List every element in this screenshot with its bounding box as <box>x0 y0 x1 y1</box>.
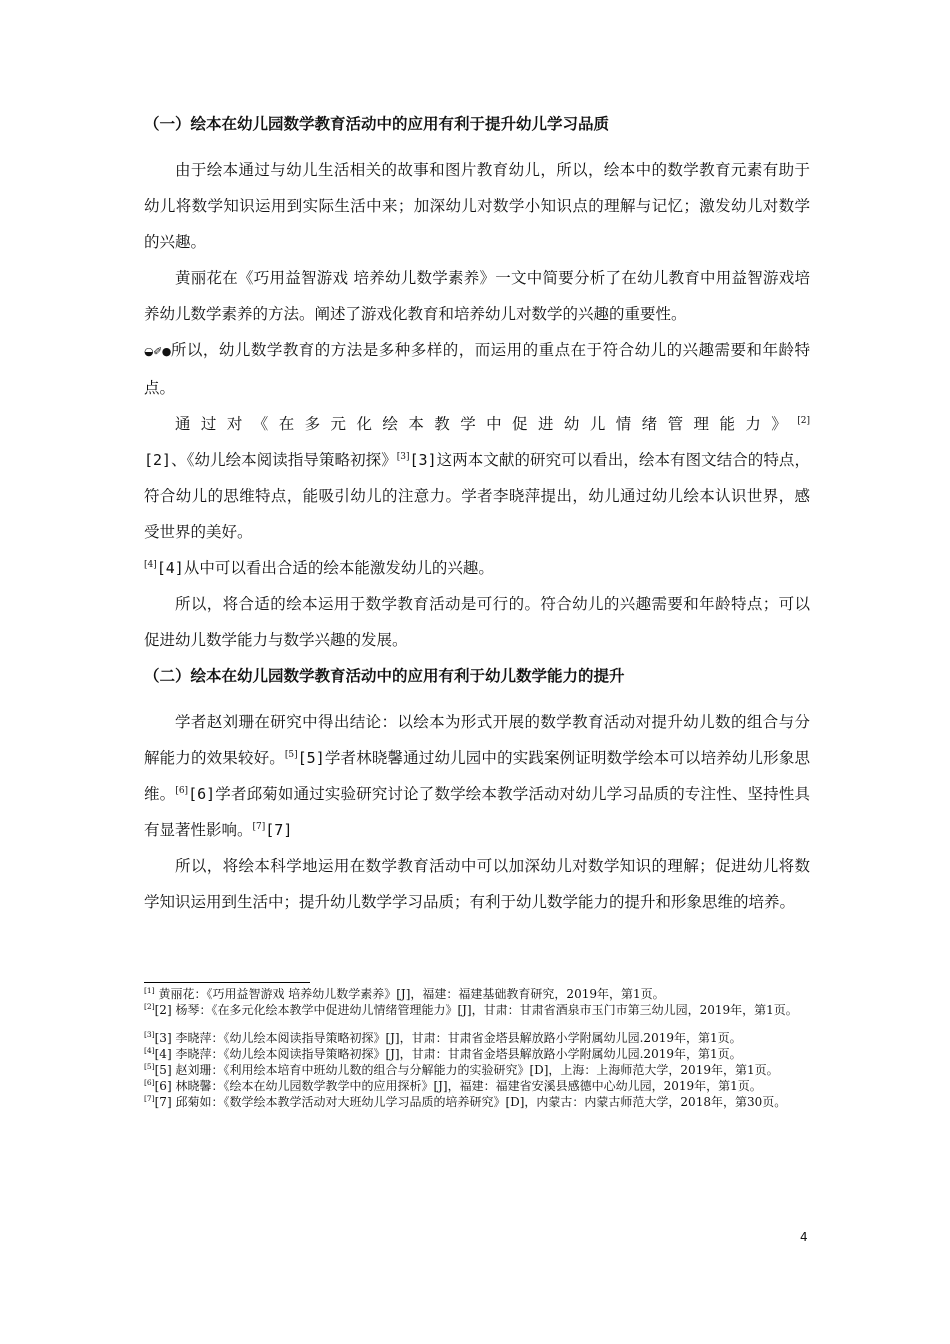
citation-superscript[interactable]: [6] <box>175 785 189 796</box>
stray-glyphs: ◒✐● <box>144 345 171 358</box>
paragraph-text: 学者邱菊如通过实验研究讨论了数学绘本教学活动对幼儿学习品质的专注性、坚持性具有显著性影响。 <box>144 785 810 839</box>
citation-bracket: [7] <box>265 821 293 839</box>
footnote-6 <box>144 1078 810 1094</box>
paragraph-text: 所以，幼儿数学教育的方法是多种多样的，而运用的重点在于符合幼儿的兴趣需要和年龄特点。 <box>144 341 810 397</box>
footnote-3 <box>144 1030 810 1046</box>
body-content <box>144 112 810 920</box>
footnote-mark: [2] <box>144 1002 155 1011</box>
footnote-mark: [7] <box>144 1094 155 1103</box>
paragraph-text: 从中可以看出合适的绘本能激发幼儿的兴趣。 <box>183 559 494 577</box>
section-2-heading: （二）绘本在幼儿园数学教育活动中的应用有利于幼儿数学能力的提升 <box>144 667 625 685</box>
citation-bracket: [2] <box>144 451 172 469</box>
citation-bracket: [6] <box>188 785 216 803</box>
footnote-text: [3] 李晓萍：《幼儿绘本阅读指导策略初探》[J]，甘肃：甘肃省金塔县解放路小学附属幼儿园.2019年，第1页。 <box>154 1031 742 1045</box>
paragraph-text: 这两本文献的研究可以看出，绘本有图文结合的特点，符合幼儿的思维特点，能吸引幼儿的注意力。学者李晓萍提出，幼儿通过幼儿绘本认识世界，感受世界的美好。 <box>144 451 810 541</box>
footnote-mark: [4] <box>144 1046 155 1055</box>
page-number: 4 <box>800 1230 808 1244</box>
footnote-text: 黄丽花：《巧用益智游戏 培养幼儿数学素养》[J]，福建：福建基础教育研究，2019年，第1页。 <box>154 987 665 1001</box>
footnote-1 <box>144 986 810 1002</box>
section-1-paragraph-2 <box>144 260 810 406</box>
section-1-paragraph-1: 由于绘本通过与幼儿生活相关的故事和图片教育幼儿，所以，绘本中的数学教育元素有助于幼儿将数学知识运用到实际生活中来；加深幼儿对数学小知识点的理解与记忆；激发幼儿对数学的兴趣。 <box>144 161 810 251</box>
footnote-text: [5] 赵刘珊：《利用绘本培育中班幼儿数的组合与分解能力的实验研究》[D]，上海：上海师范大学，2019年，第1页。 <box>154 1063 779 1077</box>
footnote-mark: [5] <box>144 1062 155 1071</box>
paragraph-text: 学者林晓馨通过幼儿园中的实践案例证明数学绘本可以培养幼儿形象思维。 <box>144 749 810 803</box>
citation-superscript[interactable]: [5] <box>284 749 298 760</box>
footnote-mark: [3] <box>144 1030 155 1039</box>
footnote-4 <box>144 1046 810 1062</box>
citation-superscript[interactable]: [3] <box>396 451 410 462</box>
footnote-mark: [6] <box>144 1078 155 1087</box>
paragraph-text: 、《幼儿绘本阅读指导策略初探》 <box>171 451 397 469</box>
section-1-paragraph-4: 所以，将合适的绘本运用于数学教育活动是可行的。符合幼儿的兴趣需要和年龄特点；可以促进幼儿数学能力与数学兴趣的发展。 <box>144 595 810 649</box>
citation-superscript[interactable]: [4] <box>144 559 157 570</box>
citation-bracket: [4] <box>156 559 184 577</box>
footnote-2 <box>144 1002 810 1018</box>
citation-bracket: [3] <box>409 451 437 469</box>
section-2-paragraph-2: 所以，将绘本科学地运用在数学教育活动中可以加深幼儿对数学知识的理解；促进幼儿将数学知识运用到生活中；提升幼儿数学学习品质；有利于幼儿数学能力的提升和形象思维的培养。 <box>144 857 810 911</box>
paragraph-text: 黄丽花在《巧用益智游戏 培养幼儿数学素养》一文中简要分析了在幼儿教育中用益智游戏培养幼儿数学素养的方法。阐述了游戏化教育和培养幼儿对数学的兴趣的重要性。 <box>144 269 810 323</box>
footnote-7 <box>144 1094 810 1110</box>
citation-bracket: [5] <box>297 749 325 767</box>
section-1-heading: （一）绘本在幼儿园数学教育活动中的应用有利于提升幼儿学习品质 <box>144 115 610 133</box>
footnote-text: [6] 林晓馨：《绘本在幼儿园数学教学中的应用探析》[J]，福建：福建省安溪县感德中心幼儿园，2019年，第1页。 <box>154 1079 762 1093</box>
paragraph-text: 学者赵刘珊在研究中得出结论：以绘本为形式开展的数学教育活动对提升幼儿数的组合与分解能力的效果较好。 <box>144 713 810 767</box>
footnote-separator <box>144 982 310 983</box>
footnote-5 <box>144 1062 810 1078</box>
footnote-mark: [1] <box>144 986 155 995</box>
footnote-text: [4] 李晓萍：《幼儿绘本阅读指导策略初探》[J]，甘肃：甘肃省金塔县解放路小学附属幼儿园.2019年，第1页。 <box>154 1047 742 1061</box>
section-1-paragraph-3 <box>144 406 810 586</box>
paragraph-text: 通过对《在多元化绘本教学中促进幼儿情绪管理能力》 <box>175 415 798 433</box>
footnotes <box>144 986 810 1110</box>
footnote-text: [2] 杨琴：《在多元化绘本教学中促进幼儿情绪管理能力》[J]，甘肃：甘肃省酒泉市玉门市第三幼儿园，2019年，第1页。 <box>154 1003 798 1017</box>
footnote-text: [7] 邱菊如：《数学绘本教学活动对大班幼儿学习品质的培养研究》[D]，内蒙古：内蒙古师范大学，2018年，第30页。 <box>154 1095 787 1109</box>
section-2-paragraph-1 <box>144 704 810 848</box>
citation-superscript[interactable]: [2] <box>797 415 810 426</box>
citation-superscript[interactable]: [7] <box>252 821 266 832</box>
